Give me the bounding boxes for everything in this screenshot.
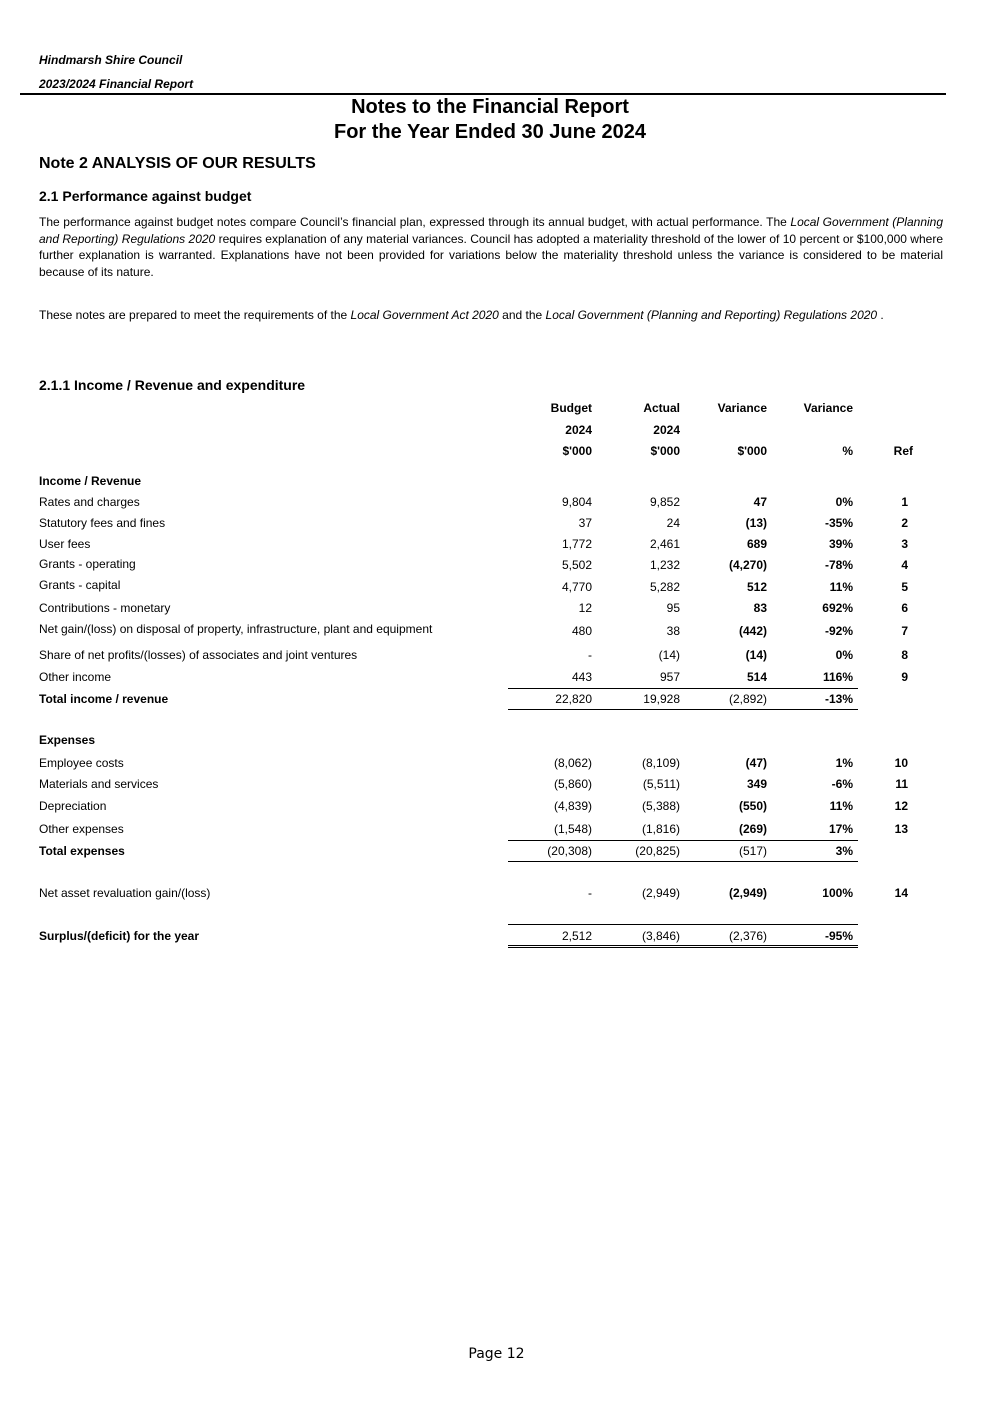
intro-italic-1: Local Government (Planning and Reporting) Regulations 2020 <box>39 215 943 246</box>
row-variance-pct: -92% <box>824 624 853 638</box>
row-ref: 14 <box>894 886 908 900</box>
row-variance-pct: 17% <box>828 822 853 836</box>
page-number: Page 12 <box>468 1346 525 1362</box>
row-ref: 13 <box>894 822 908 836</box>
row-actual: 957 <box>659 670 680 684</box>
row-actual: 24 <box>666 516 680 530</box>
total-row <box>0 692 993 710</box>
total-variance-pct: -13% <box>824 692 853 706</box>
table-row <box>0 495 993 513</box>
table-row <box>0 648 993 666</box>
row-ref: 9 <box>901 670 908 684</box>
row-variance: 83 <box>753 601 767 615</box>
col-variance-pct-h1: Variance <box>803 401 853 415</box>
req-italic-2: Local Government (Planning and Reporting) Regulations 2020 <box>545 308 878 322</box>
expenses-heading: Expenses <box>39 733 96 747</box>
row-actual: (5,511) <box>642 777 680 791</box>
table-row <box>0 516 993 534</box>
note-heading: Note 2 ANALYSIS OF OUR RESULTS <box>39 155 316 172</box>
table-row <box>0 822 993 840</box>
table-row <box>0 756 993 774</box>
row-label: Materials and services <box>39 777 159 791</box>
row-budget: (8,062) <box>553 756 592 770</box>
row-label: Net asset revaluation gain/(loss) <box>39 886 211 900</box>
row-variance-pct: 39% <box>828 537 853 551</box>
col-actual-h2: 2024 <box>653 423 680 437</box>
row-ref: 8 <box>901 648 908 662</box>
row-actual: (1,816) <box>641 822 680 836</box>
row-ref: 3 <box>901 537 908 551</box>
row-label: Grants - operating <box>39 557 136 571</box>
header-rule <box>20 93 946 95</box>
surplus-budget: 2,512 <box>561 929 592 943</box>
total-actual: (20,825) <box>635 844 680 858</box>
row-ref: 1 <box>901 495 908 509</box>
row-label: Depreciation <box>39 799 107 813</box>
col-actual-h1: Actual <box>643 401 680 415</box>
row-budget: 443 <box>571 670 592 684</box>
total-rule <box>508 861 858 862</box>
req-text-3: . <box>877 308 884 322</box>
row-budget: 37 <box>578 516 592 530</box>
row-budget: 12 <box>578 601 592 615</box>
row-ref: 11 <box>895 777 908 791</box>
row-actual: (2,949) <box>641 886 680 900</box>
row-label: Contributions - monetary <box>39 601 171 615</box>
table-row <box>0 580 993 598</box>
row-variance-pct: -35% <box>824 516 853 530</box>
table-row <box>0 670 993 688</box>
row-variance-pct: 0% <box>835 648 853 662</box>
row-variance: 349 <box>746 777 767 791</box>
table-row <box>0 799 993 817</box>
page-subtitle: For the Year Ended 30 June 2024 <box>334 121 646 143</box>
req-text-2: and the <box>498 308 546 322</box>
row-variance-pct: 692% <box>822 601 853 615</box>
row-label: User fees <box>39 537 91 551</box>
row-label: Statutory fees and fines <box>39 516 166 530</box>
table-row <box>0 601 993 619</box>
table-row <box>0 777 993 795</box>
row-variance-pct: -78% <box>824 558 853 572</box>
row-variance-pct: 116% <box>822 670 853 684</box>
row-variance: (2,949) <box>728 886 767 900</box>
total-variance: (517) <box>738 844 767 858</box>
row-ref: 7 <box>901 624 908 638</box>
row-ref: 5 <box>901 580 908 594</box>
row-variance: (442) <box>738 624 767 638</box>
row-variance: 512 <box>746 580 767 594</box>
report-name: 2023/2024 Financial Report <box>39 77 194 91</box>
total-actual: 19,928 <box>643 692 680 706</box>
intro-text-2: requires explanation of any material variances. Council has adopted a materiality threshold of the lower of 10 percent or $100,000 where further explanation is warranted. Explanations have not been provided for variations below the materiality threshold unless the variance is considered to be material because of its nature. <box>39 231 943 279</box>
row-actual: (14) <box>658 648 680 662</box>
row-budget: (5,860) <box>553 777 592 791</box>
section-heading-2-1-1: 2.1.1 Income / Revenue and expenditure <box>39 377 306 393</box>
row-actual: 2,461 <box>649 537 680 551</box>
intro-text-1: The performance against budget notes compare Council’s financial plan, expressed through its annual budget, with actual performance. The <box>39 215 791 229</box>
row-budget: - <box>588 886 592 900</box>
col-ref-h: Ref <box>893 444 913 458</box>
table-row <box>0 886 993 904</box>
row-variance: (550) <box>738 799 767 813</box>
row-variance-pct: 0% <box>835 495 853 509</box>
col-variance-h1: Variance <box>717 401 767 415</box>
row-label: Net gain/(loss) on disposal of property, infrastructure, plant and equipment <box>39 622 433 636</box>
row-variance: 514 <box>746 670 767 684</box>
row-variance: (47) <box>745 756 767 770</box>
surplus-variance: (2,376) <box>728 929 767 943</box>
surplus-variance-pct: -95% <box>824 929 853 943</box>
total-variance-pct: 3% <box>835 844 853 858</box>
row-variance: (14) <box>745 648 767 662</box>
row-budget: (1,548) <box>553 822 592 836</box>
col-actual-h3: $'000 <box>650 444 680 458</box>
row-actual: 38 <box>666 624 680 638</box>
row-ref: 6 <box>901 601 908 615</box>
row-variance: (13) <box>745 516 767 530</box>
total-row <box>0 844 993 862</box>
row-variance: 689 <box>746 537 767 551</box>
col-budget-h2: 2024 <box>565 423 592 437</box>
row-variance-pct: 100% <box>822 886 853 900</box>
total-budget: 22,820 <box>555 692 592 706</box>
total-label: Total income / revenue <box>39 692 169 706</box>
subtotal-rule <box>508 688 858 689</box>
row-budget: 1,772 <box>561 537 592 551</box>
req-text-1: These notes are prepared to meet the requirements of the <box>39 308 351 322</box>
row-actual: 9,852 <box>649 495 680 509</box>
page-title: Notes to the Financial Report <box>351 96 629 118</box>
section-heading-2-1: 2.1 Performance against budget <box>39 188 252 204</box>
row-budget: 9,804 <box>561 495 592 509</box>
row-budget: - <box>588 648 592 662</box>
total-rule <box>508 709 858 710</box>
row-label: Employee costs <box>39 756 124 770</box>
row-variance: (4,270) <box>728 558 767 572</box>
total-budget: (20,308) <box>547 844 592 858</box>
row-label: Other income <box>39 670 112 684</box>
table-row <box>0 624 993 642</box>
col-budget-h3: $'000 <box>562 444 592 458</box>
row-label: Other expenses <box>39 822 124 836</box>
row-ref: 2 <box>901 516 908 530</box>
subtotal-rule <box>508 840 858 841</box>
row-ref: 4 <box>901 558 908 572</box>
row-label: Share of net profits/(losses) of associates and joint ventures <box>39 648 358 662</box>
col-budget-h1: Budget <box>550 401 592 415</box>
total-label: Total expenses <box>39 844 125 858</box>
row-variance-pct: 1% <box>835 756 853 770</box>
total-variance: (2,892) <box>728 692 767 706</box>
row-actual: 1,232 <box>649 558 680 572</box>
income-heading: Income / Revenue <box>39 474 142 488</box>
intro-paragraph <box>39 214 943 280</box>
row-variance: 47 <box>753 495 767 509</box>
row-ref: 10 <box>894 756 908 770</box>
table-row <box>0 558 993 576</box>
row-label: Grants - capital <box>39 578 121 592</box>
col-variance-h3: $'000 <box>737 444 767 458</box>
surplus-top-rule <box>508 924 858 925</box>
row-variance-pct: -6% <box>831 777 853 791</box>
req-italic-1: Local Government Act 2020 <box>350 308 499 322</box>
table-row <box>0 537 993 555</box>
row-budget: 5,502 <box>561 558 592 572</box>
row-actual: (8,109) <box>641 756 680 770</box>
row-actual: 95 <box>666 601 680 615</box>
col-variance-pct-h3: % <box>842 444 853 458</box>
row-label: Rates and charges <box>39 495 140 509</box>
requirements-paragraph <box>39 307 943 324</box>
income-heading-row <box>0 474 993 492</box>
row-budget: 4,770 <box>561 580 592 594</box>
row-actual: 5,282 <box>649 580 680 594</box>
row-actual: (5,388) <box>641 799 680 813</box>
row-variance: (269) <box>738 822 767 836</box>
row-variance-pct: 11% <box>829 799 853 813</box>
surplus-actual: (3,846) <box>641 929 680 943</box>
row-budget: 480 <box>571 624 592 638</box>
row-budget: (4,839) <box>553 799 592 813</box>
surplus-label: Surplus/(deficit) for the year <box>39 929 200 943</box>
organisation-name: Hindmarsh Shire Council <box>39 53 183 67</box>
surplus-double-rule <box>508 945 858 948</box>
row-variance-pct: 11% <box>829 580 853 594</box>
row-ref: 12 <box>894 799 908 813</box>
expenses-heading-row <box>0 733 993 751</box>
